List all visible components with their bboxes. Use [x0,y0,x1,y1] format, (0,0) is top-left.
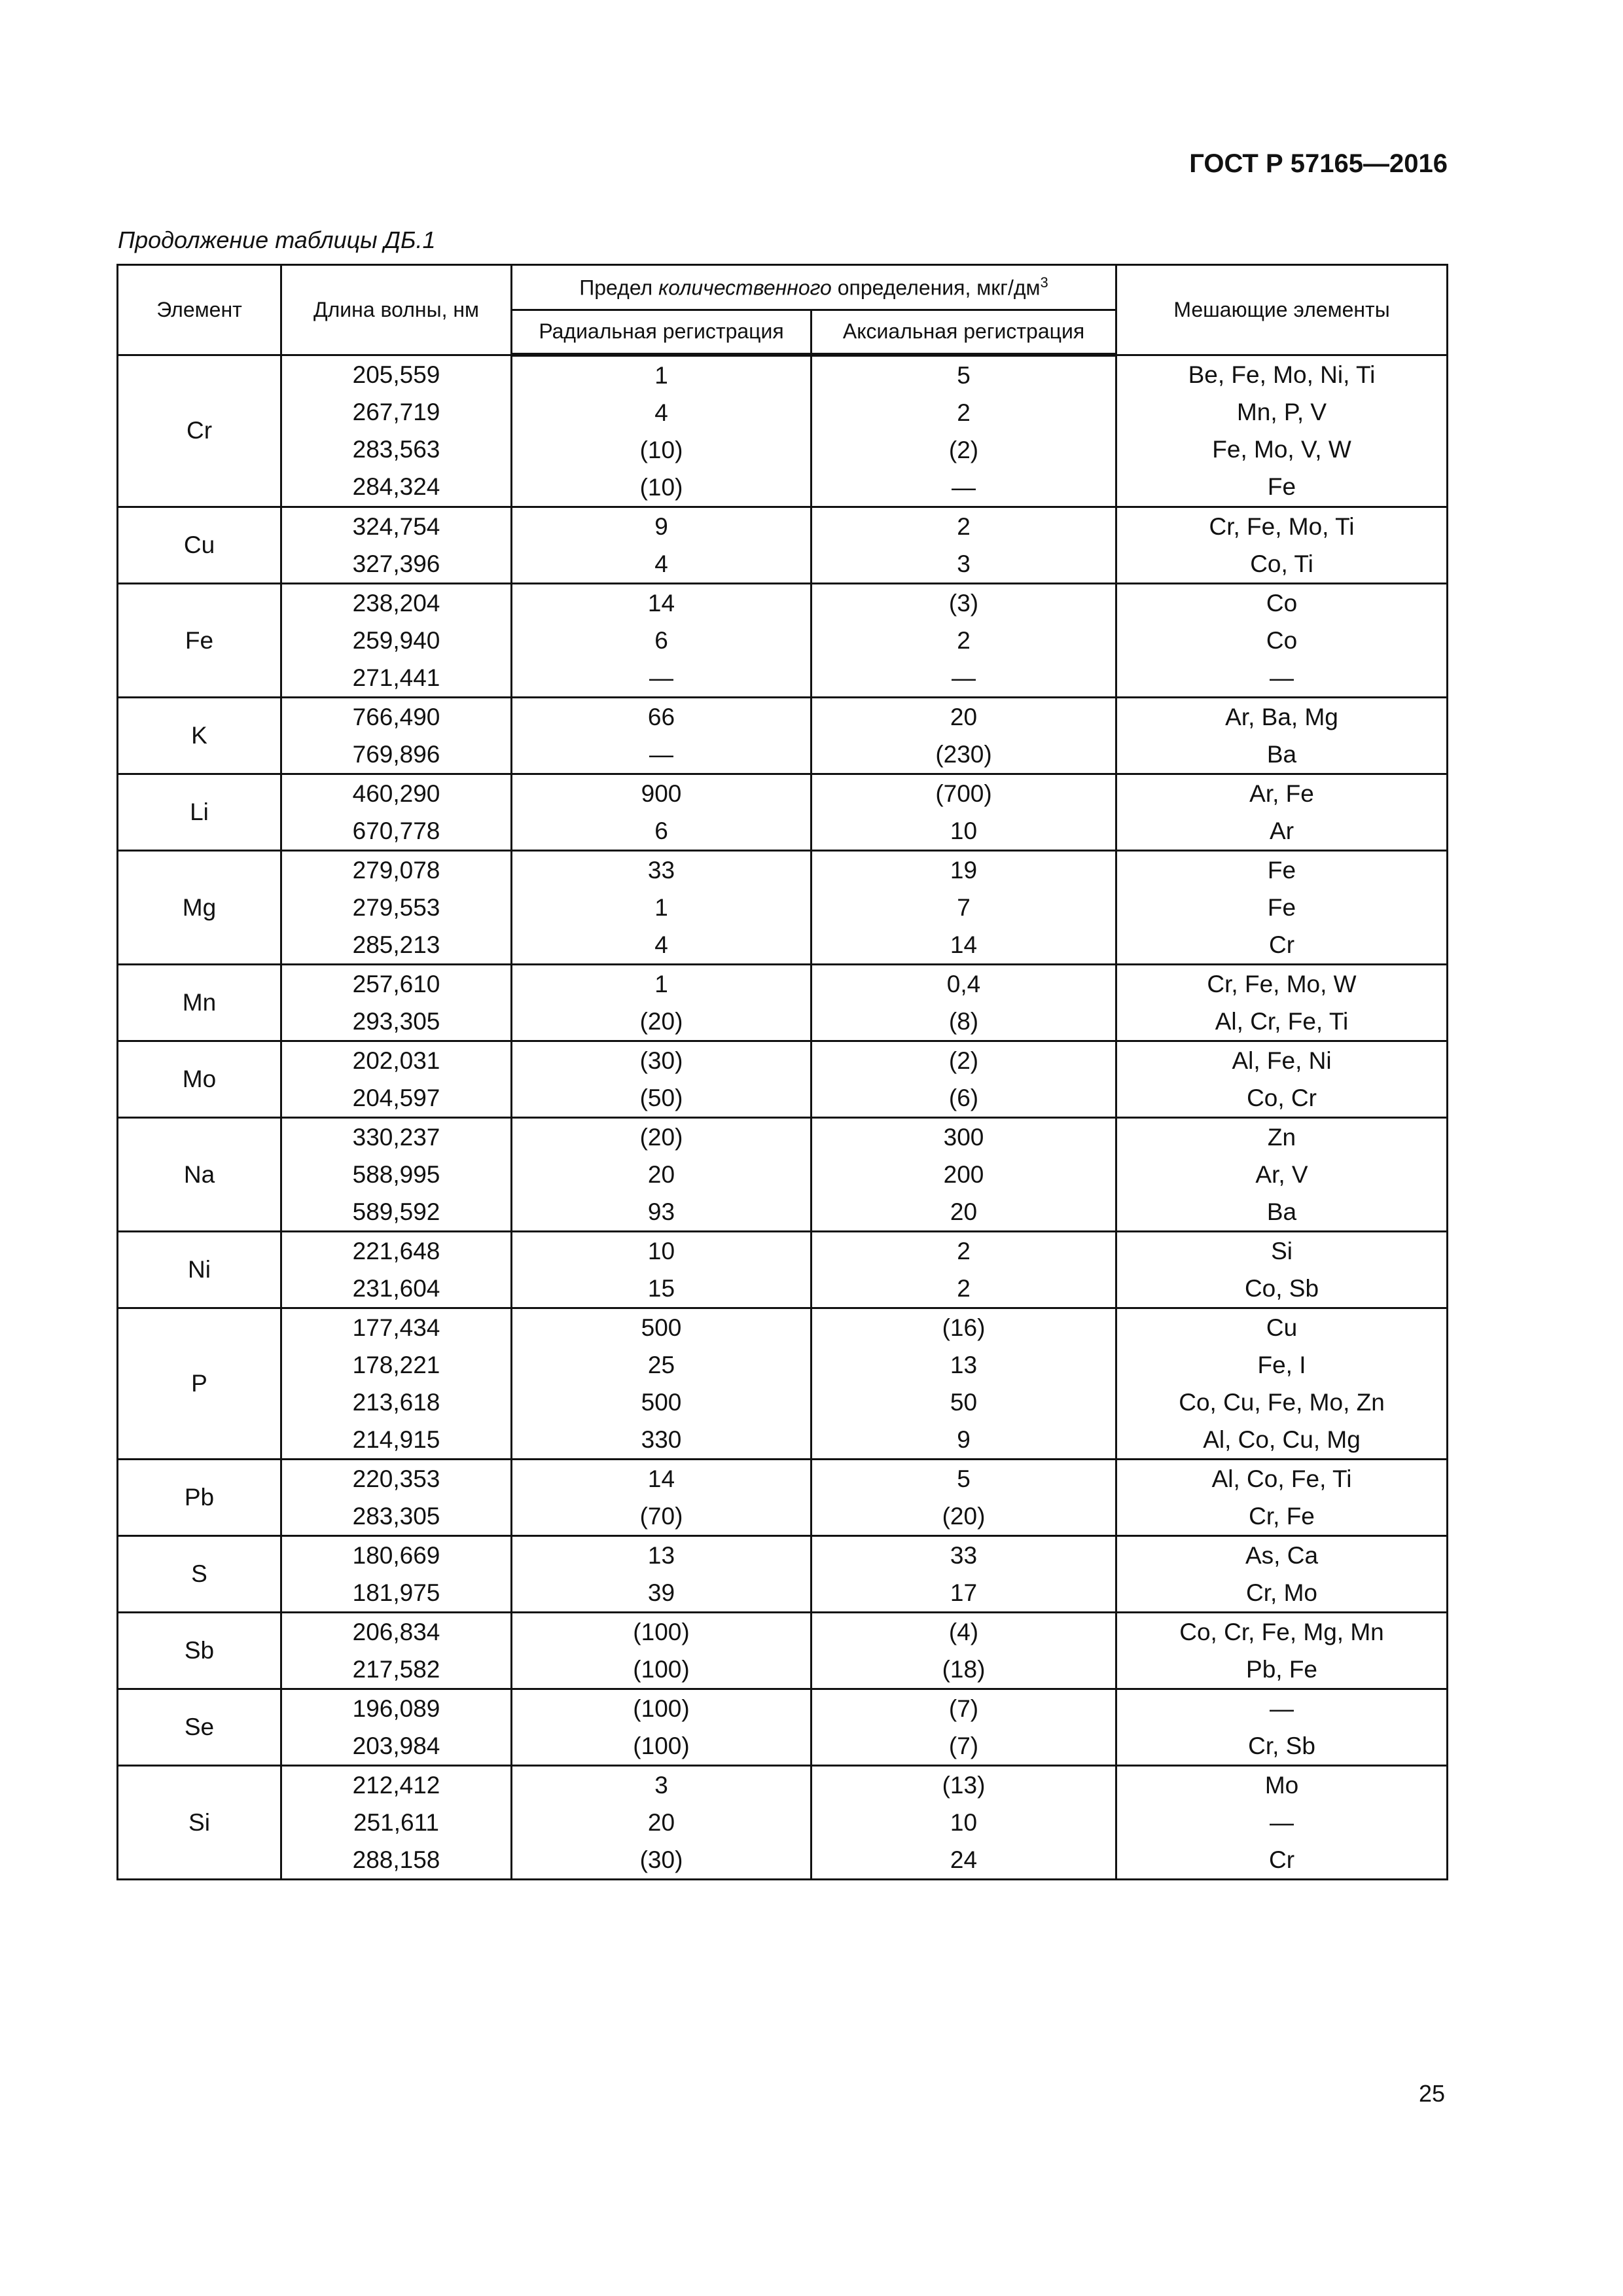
interfering-value: Cr, Fe, Mo, W [1207,971,1357,997]
axial-value: 2 [957,1238,971,1265]
cell-element: Ni [118,1232,281,1308]
axial-value: 2 [957,513,971,540]
cell-element: K [118,698,281,774]
interfering-value: Co, Cr [1247,1085,1317,1111]
radial-value: 330 [641,1426,682,1453]
interfering-value: Ar [1270,817,1294,844]
axial-value: (13) [942,1772,986,1799]
radial-value: 9 [654,513,668,540]
axial-value: 5 [957,362,971,389]
axial-value: 20 [950,1198,978,1225]
cell-axial [812,355,1116,507]
cell-element: Li [118,774,281,851]
cell-radial [512,774,812,851]
axial-value: (6) [948,1085,979,1111]
cell-wavelength [281,1041,512,1118]
interfering-value: Ar, V [1255,1161,1308,1188]
cell-wavelength [281,774,512,851]
interfering-value: Zn [1267,1124,1296,1151]
radial-value: 10 [647,1238,675,1265]
radial-value: 4 [654,399,668,426]
interfering-value: Cr [1268,1846,1295,1873]
cell-radial [512,1613,812,1689]
cell-element: Pb [118,1460,281,1536]
wavelength-value: 284,324 [352,473,440,501]
radial-value: 1 [654,894,668,921]
cell-wavelength [281,1689,512,1766]
cell-axial [812,1536,1116,1613]
cell-interfering [1116,1118,1448,1232]
cell-radial [512,507,812,584]
table-row [118,774,1448,851]
axial-value: (20) [942,1503,986,1530]
axial-value: 3 [957,550,971,577]
cell-radial [512,584,812,698]
cell-axial [812,1308,1116,1460]
axial-value: 13 [950,1352,978,1378]
interfering-value: Co, Ti [1250,550,1313,577]
interfering-value: Cr, Fe [1249,1503,1315,1530]
radial-value: (20) [639,1008,683,1035]
wavelength-value: 231,604 [352,1275,440,1302]
cell-axial [812,507,1116,584]
radial-value: 39 [647,1579,675,1606]
cell-interfering [1116,1041,1448,1118]
interfering-value: Pb, Fe [1246,1656,1318,1683]
header-loq: Предел количественного определения, мкг/$дм^3$ [512,265,1116,310]
wavelength-value: 220,353 [352,1465,440,1492]
axial-value: 2 [957,1275,971,1302]
cell-axial [812,851,1116,965]
wavelength-value: 589,592 [352,1198,440,1225]
axial-value: (7) [948,1732,979,1759]
radial-value: 66 [647,704,675,730]
cell-axial [812,1460,1116,1536]
radial-value: 93 [647,1198,675,1225]
table-row [118,507,1448,584]
cell-element: S [118,1536,281,1613]
cell-axial [812,1689,1116,1766]
radial-value: (10) [639,474,683,501]
cell-element: P [118,1308,281,1460]
header-axial: Аксиальная регистрация [812,310,1116,355]
radial-value: 1 [654,362,668,389]
cell-axial [812,1613,1116,1689]
cell-element: Mn [118,965,281,1041]
radial-value: (70) [639,1503,683,1530]
cell-wavelength [281,698,512,774]
cell-radial [512,1041,812,1118]
wavelength-value: 196,089 [352,1695,440,1722]
axial-value: (8) [948,1008,979,1035]
table-row [118,1613,1448,1689]
table-row [118,1232,1448,1308]
interfering-value: Al, Co, Fe, Ti [1211,1465,1352,1492]
cell-interfering [1116,1613,1448,1689]
cell-wavelength [281,1536,512,1613]
cell-axial [812,774,1116,851]
cell-wavelength [281,851,512,965]
wavelength-value: 217,582 [352,1656,440,1683]
wavelength-value: 178,221 [352,1352,440,1378]
table-row [118,965,1448,1041]
interfering-value: Fe [1267,894,1296,921]
wavelength-value: 181,975 [352,1579,440,1606]
interfering-value: Co, Cu, Fe, Mo, Zn [1179,1389,1385,1416]
interfering-value: Cr, Fe, Mo, Ti [1209,513,1355,540]
radial-value: 33 [647,857,675,884]
radial-value: 13 [647,1542,675,1569]
table-row [118,1536,1448,1613]
document-code: ГОСТ Р 57165—2016 [1189,149,1448,178]
interfering-value: Al, Co, Cu, Mg [1203,1426,1361,1453]
cell-element: Fe [118,584,281,698]
axial-value: 10 [950,1809,978,1836]
cell-wavelength [281,507,512,584]
interfering-value: Si [1271,1238,1293,1265]
wavelength-value: 769,896 [352,741,440,768]
cell-interfering [1116,1536,1448,1613]
wavelength-value: 588,995 [352,1161,440,1188]
wavelength-value: 327,396 [352,550,440,577]
interfering-value: Cr [1268,931,1295,958]
table-row [118,1041,1448,1118]
cell-wavelength [281,1308,512,1460]
radial-value: (30) [639,1047,683,1074]
radial-value: 3 [654,1772,668,1799]
radial-value: 6 [654,627,668,654]
axial-value: 20 [950,704,978,730]
cell-radial [512,1118,812,1232]
interfering-value: Fe [1267,857,1296,884]
axial-value: 2 [957,399,971,426]
interfering-value: Al, Fe, Ni [1232,1047,1332,1074]
axial-value: (7) [948,1695,979,1722]
table-row [118,1689,1448,1766]
interfering-value: Fe, I [1257,1352,1306,1378]
cell-element: Cr [118,355,281,507]
interfering-value: Be, Fe, Mo, Ni, Ti [1188,361,1376,389]
axial-value: (2) [948,1047,979,1074]
table-row [118,1460,1448,1536]
data-table [116,264,1448,1880]
radial-value: (100) [633,1732,690,1759]
interfering-value: Ba [1266,1198,1297,1225]
axial-value: 9 [957,1426,971,1453]
interfering-value: As, Ca [1245,1542,1319,1569]
header-interfering: Мешающие элементы [1116,265,1448,355]
interfering-value: Co [1266,627,1298,654]
axial-value: 2 [957,627,971,654]
interfering-value: Co [1266,590,1298,617]
radial-value: (100) [633,1656,690,1683]
radial-value: 4 [654,931,668,958]
axial-value: (700) [935,780,992,807]
interfering-value: Cu [1266,1314,1298,1341]
axial-value: 33 [950,1542,978,1569]
interfering-value: Ar, Ba, Mg [1225,704,1338,730]
cell-interfering [1116,355,1448,507]
axial-value: (2) [948,437,979,463]
cell-wavelength [281,1118,512,1232]
cell-interfering [1116,507,1448,584]
table-row [118,1118,1448,1232]
axial-value: (16) [942,1314,986,1341]
interfering-value: Ar, Fe [1249,780,1314,807]
cell-element: Si [118,1766,281,1880]
axial-value: (18) [942,1656,986,1683]
interfering-value: — [1270,664,1294,691]
radial-value: 4 [654,550,668,577]
axial-value: (4) [948,1619,979,1645]
wavelength-value: 214,915 [352,1426,440,1453]
cell-radial [512,1766,812,1880]
cell-interfering [1116,1308,1448,1460]
cell-axial [812,1232,1116,1308]
wavelength-value: 293,305 [352,1008,440,1035]
interfering-value: Ba [1266,741,1297,768]
table-body [118,355,1448,1880]
interfering-value: Cr, Sb [1248,1732,1315,1759]
radial-value: 6 [654,817,668,844]
interfering-value: — [1270,1809,1294,1836]
radial-value: 900 [641,780,682,807]
axial-value: 0,4 [946,971,981,997]
radial-value: 500 [641,1314,682,1341]
interfering-value: Mo [1264,1772,1299,1799]
cell-interfering [1116,698,1448,774]
cell-wavelength [281,1766,512,1880]
wavelength-value: 202,031 [352,1047,440,1074]
cell-axial [812,698,1116,774]
interfering-value: Mn, P, V [1236,399,1327,426]
wavelength-value: 213,618 [352,1389,440,1416]
radial-value: (30) [639,1846,683,1873]
axial-value: (3) [948,590,979,617]
cell-element: Mg [118,851,281,965]
radial-value: 15 [647,1275,675,1302]
radial-value: (10) [639,437,683,463]
page-number: 25 [1418,2080,1445,2107]
cell-interfering [1116,1766,1448,1880]
axial-value: 14 [950,931,978,958]
cell-radial [512,698,812,774]
cell-interfering [1116,1460,1448,1536]
wavelength-value: 259,940 [352,627,440,654]
radial-value: 500 [641,1389,682,1416]
interfering-value: Cr, Mo [1246,1579,1317,1606]
cell-wavelength [281,965,512,1041]
axial-value: 19 [950,857,978,884]
cell-wavelength [281,584,512,698]
axial-value: — [952,664,976,691]
wavelength-value: 271,441 [352,664,440,691]
wavelength-value: 212,412 [352,1772,440,1799]
interfering-value: Fe [1267,473,1296,501]
radial-value: 1 [654,971,668,997]
cell-wavelength [281,355,512,507]
wavelength-value: 285,213 [352,931,440,958]
cell-radial [512,1536,812,1613]
radial-value: 20 [647,1809,675,1836]
interfering-value: Co, Sb [1244,1275,1319,1302]
cell-interfering [1116,584,1448,698]
axial-value: 300 [943,1124,984,1151]
cell-interfering [1116,965,1448,1041]
axial-value: 5 [957,1465,971,1492]
interfering-value: Fe, Mo, V, W [1212,436,1351,463]
cell-radial [512,851,812,965]
table-row [118,698,1448,774]
wavelength-value: 324,754 [352,513,440,540]
cell-radial [512,1460,812,1536]
wavelength-value: 238,204 [352,590,440,617]
wavelength-value: 330,237 [352,1124,440,1151]
cell-element: Na [118,1118,281,1232]
cell-element: Cu [118,507,281,584]
wavelength-value: 279,553 [352,894,440,921]
wavelength-value: 279,078 [352,857,440,884]
wavelength-value: 251,611 [353,1809,439,1836]
cell-axial [812,1041,1116,1118]
axial-value: 17 [950,1579,978,1606]
wavelength-value: 288,158 [352,1846,440,1873]
radial-value: (100) [633,1695,690,1722]
wavelength-value: 283,563 [352,436,440,463]
cell-radial [512,1232,812,1308]
cell-axial [812,1766,1116,1880]
wavelength-value: 460,290 [352,780,440,807]
wavelength-value: 670,778 [352,817,440,844]
radial-value: (50) [639,1085,683,1111]
radial-value: (100) [633,1619,690,1645]
cell-wavelength [281,1613,512,1689]
axial-value: 50 [950,1389,978,1416]
radial-value: 14 [647,590,675,617]
cell-radial [512,965,812,1041]
axial-value: 24 [950,1846,978,1873]
axial-value: (230) [935,741,992,768]
wavelength-value: 221,648 [352,1238,440,1265]
cell-interfering [1116,1232,1448,1308]
cell-interfering [1116,774,1448,851]
wavelength-value: 203,984 [352,1732,440,1759]
cell-radial [512,1308,812,1460]
cell-axial [812,1118,1116,1232]
cell-interfering [1116,851,1448,965]
radial-value: — [649,741,673,768]
table-row [118,584,1448,698]
table-caption: Продолжение таблицы ДБ.1 [118,226,436,253]
cell-wavelength [281,1232,512,1308]
interfering-value: Al, Cr, Fe, Ti [1215,1008,1349,1035]
radial-value: 25 [647,1352,675,1378]
wavelength-value: 267,719 [352,399,440,426]
radial-value: 20 [647,1161,675,1188]
wavelength-value: 180,669 [352,1542,440,1569]
wavelength-value: 766,490 [352,704,440,730]
cell-axial [812,584,1116,698]
cell-element: Mo [118,1041,281,1118]
header-element: Элемент [118,265,281,355]
interfering-value: — [1270,1695,1294,1722]
radial-value: — [649,664,673,691]
cell-wavelength [281,1460,512,1536]
wavelength-value: 206,834 [352,1619,440,1645]
axial-value: 10 [950,817,978,844]
header-radial: Радиальная регистрация [512,310,812,355]
table-row [118,851,1448,965]
axial-value: 7 [957,894,971,921]
axial-value: — [952,474,976,501]
wavelength-value: 177,434 [352,1314,440,1341]
radial-value: 14 [647,1465,675,1492]
wavelength-value: 257,610 [352,971,440,997]
table-row [118,355,1448,507]
table-row [118,1766,1448,1880]
header-wavelength: Длина волны, нм [281,265,512,355]
wavelength-value: 205,559 [352,361,440,389]
cell-radial [512,355,812,507]
cell-axial [812,965,1116,1041]
cell-element: Se [118,1689,281,1766]
wavelength-value: 283,305 [352,1503,440,1530]
radial-value: (20) [639,1124,683,1151]
axial-value: 200 [943,1161,984,1188]
cell-element: Sb [118,1613,281,1689]
cell-interfering [1116,1689,1448,1766]
cell-radial [512,1689,812,1766]
table-row [118,1308,1448,1460]
wavelength-value: 204,597 [352,1085,440,1111]
interfering-value: Co, Cr, Fe, Mg, Mn [1179,1619,1384,1645]
